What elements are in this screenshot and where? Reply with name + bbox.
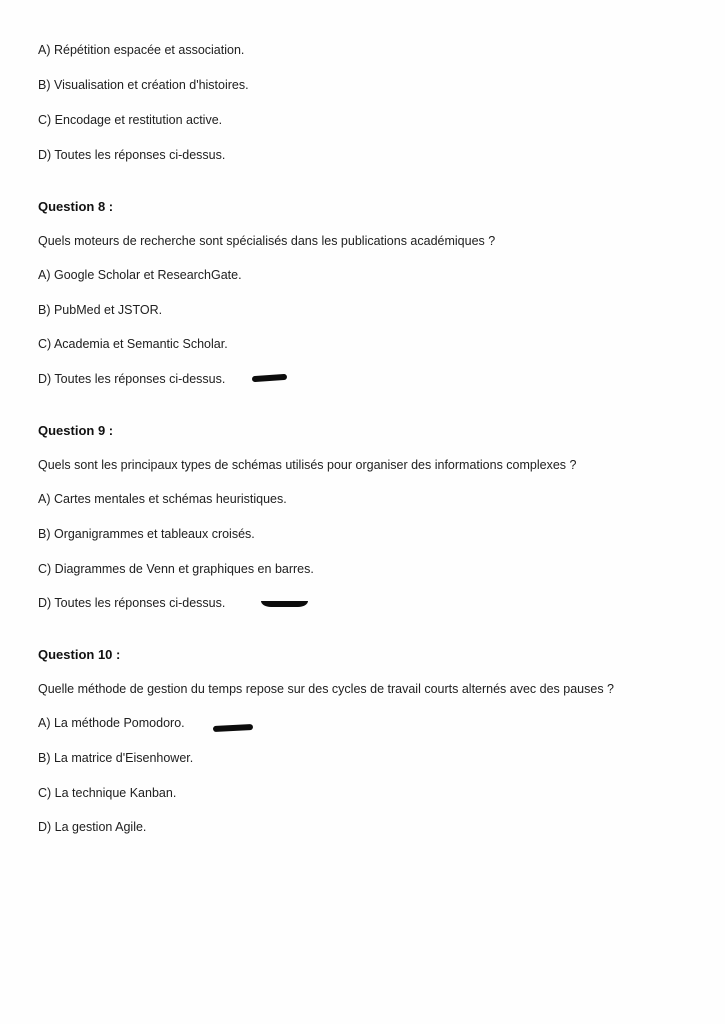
q8-answer-mark [252,374,287,382]
q10-title: Question 10 : [38,647,121,662]
q8-option-c: C) Academia et Semantic Scholar. [38,337,228,351]
q7-option-d: D) Toutes les réponses ci-dessus. [38,148,226,162]
q7-option-b: B) Visualisation et création d'histoires. [38,78,249,92]
q10-option-a: A) La méthode Pomodoro. [38,716,185,730]
q9-answer-mark [261,601,308,607]
q9-option-a: A) Cartes mentales et schémas heuristiques. [38,492,287,506]
q9-question: Quels sont les principaux types de schémas utilisés pour organiser des informations complexes ? [38,458,577,472]
q8-title: Question 8 : [38,199,114,214]
q10-option-b: B) La matrice d'Eisenhower. [38,751,194,765]
q8-option-b: B) PubMed et JSTOR. [38,303,163,317]
q7-option-c: C) Encodage et restitution active. [38,113,223,127]
q9-title: Question 9 : [38,423,114,438]
q10-question: Quelle méthode de gestion du temps repose sur des cycles de travail courts alternés avec des pauses ? [38,682,615,696]
q10-option-c: C) La technique Kanban. [38,786,177,800]
q9-option-d: D) Toutes les réponses ci-dessus. [38,596,226,610]
q8-option-a: A) Google Scholar et ResearchGate. [38,268,242,282]
q7-option-a: A) Répétition espacée et association. [38,43,245,57]
q9-option-c: C) Diagrammes de Venn et graphiques en barres. [38,562,314,576]
q8-question: Quels moteurs de recherche sont spécialisés dans les publications académiques ? [38,234,496,248]
q10-answer-mark [213,724,253,732]
q8-option-d: D) Toutes les réponses ci-dessus. [38,372,226,386]
q10-option-d: D) La gestion Agile. [38,820,147,834]
q9-option-b: B) Organigrammes et tableaux croisés. [38,527,255,541]
